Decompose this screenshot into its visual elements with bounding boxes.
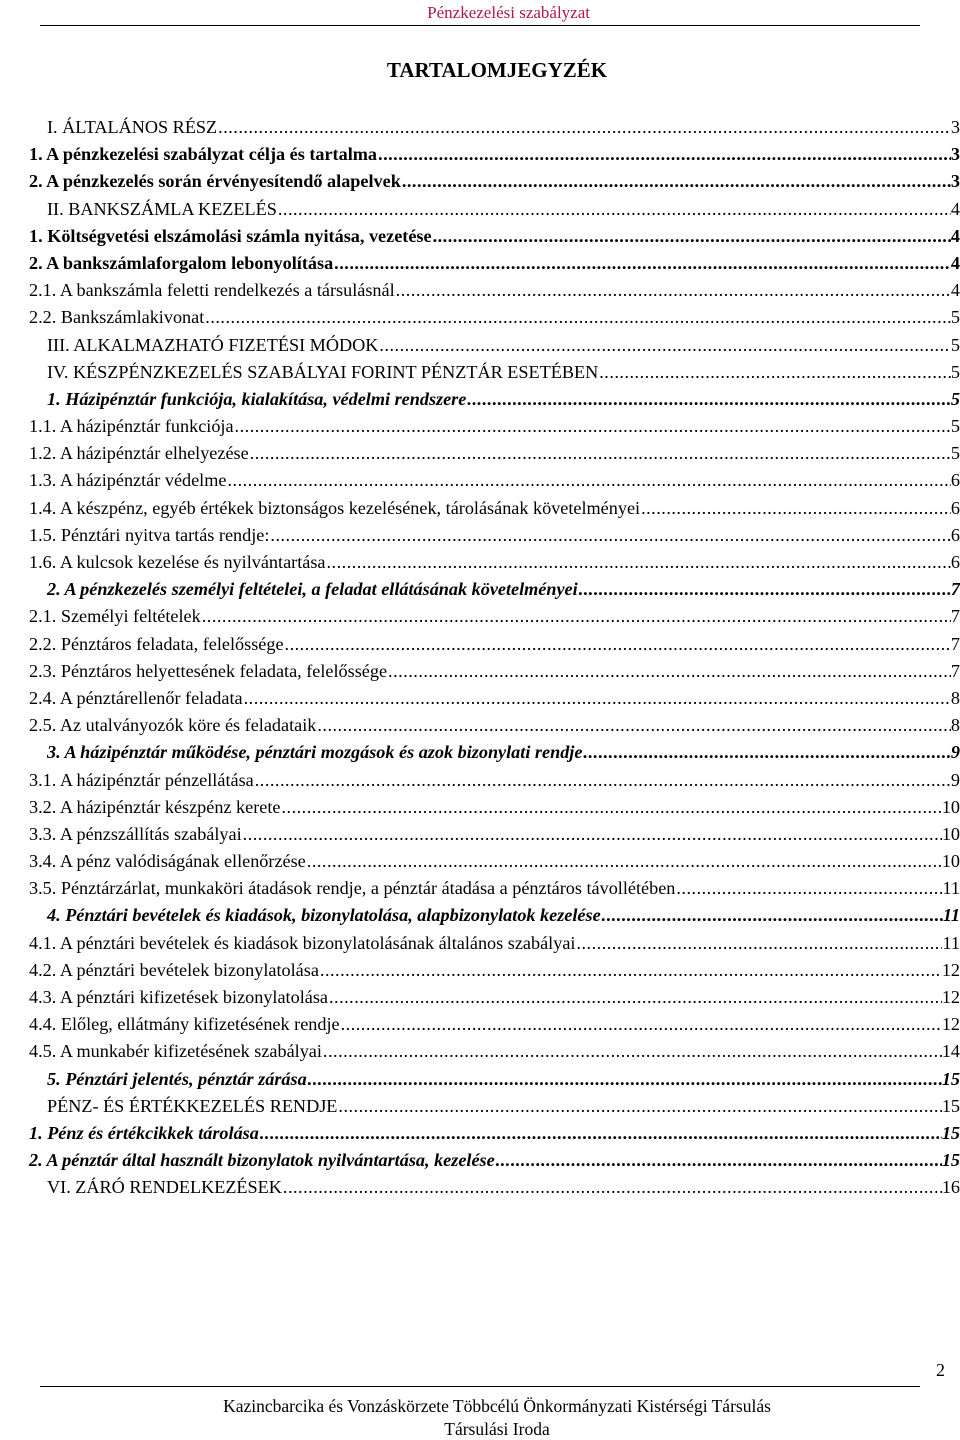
toc-entry[interactable] bbox=[29, 1011, 960, 1038]
toc-entry-title: 2.3. Pénztáros helyettesének feladata, felelőssége bbox=[29, 660, 388, 681]
toc-entry[interactable] bbox=[29, 957, 960, 984]
toc-dot-leader bbox=[395, 277, 951, 304]
toc-entry[interactable] bbox=[29, 712, 960, 739]
toc-entry-title: 2.1. A bankszámla feletti rendelkezés a társulásnál bbox=[29, 280, 395, 301]
toc-entry[interactable] bbox=[29, 1093, 960, 1120]
toc-entry-page: 5 bbox=[950, 388, 960, 409]
toc-entry-title: 3.5. Pénztárzárlat, munkaköri átadások rendje, a pénztár átadása a pénztáros távollétében bbox=[29, 878, 676, 899]
toc-entry-page: 15 bbox=[941, 1122, 960, 1143]
toc-entry[interactable] bbox=[29, 141, 960, 168]
toc-entry-title: IV. KÉSZPÉNZKEZELÉS SZABÁLYAI FORINT PÉNZTÁR ESETÉBEN bbox=[47, 361, 599, 382]
toc-entry[interactable] bbox=[29, 1174, 960, 1201]
toc-entry-page: 12 bbox=[941, 1014, 960, 1035]
toc-dot-leader bbox=[325, 549, 950, 576]
toc-entry-title: 2.5. Az utalványozók köre és feladataik bbox=[29, 715, 317, 736]
toc-entry-page: 9 bbox=[950, 742, 960, 763]
toc-dot-leader bbox=[316, 712, 951, 739]
toc-entry[interactable] bbox=[29, 902, 960, 929]
toc-dot-leader bbox=[282, 1174, 942, 1201]
toc-entry[interactable] bbox=[29, 1038, 960, 1065]
toc-entry[interactable] bbox=[29, 332, 960, 359]
toc-dot-leader bbox=[401, 168, 951, 195]
toc-entry[interactable] bbox=[29, 196, 960, 223]
toc-entry-page: 4 bbox=[950, 252, 960, 273]
toc-entry[interactable] bbox=[29, 277, 960, 304]
toc-dot-leader bbox=[340, 1011, 942, 1038]
toc-entry-page: 11 bbox=[942, 905, 960, 926]
toc-entry[interactable] bbox=[29, 576, 960, 603]
toc-entry-title: PÉNZ- ÉS ÉRTÉKKEZELÉS RENDJE bbox=[47, 1095, 338, 1116]
toc-entry[interactable] bbox=[29, 223, 960, 250]
toc-dot-leader bbox=[377, 141, 951, 168]
toc-entry-title: 3.4. A pénz valódiságának ellenőrzése bbox=[29, 851, 306, 872]
toc-dot-leader bbox=[495, 1147, 942, 1174]
toc-entry-page: 5 bbox=[950, 334, 960, 355]
toc-entry[interactable] bbox=[29, 386, 960, 413]
toc-dot-leader bbox=[582, 739, 950, 766]
footer-office: Társulási Iroda bbox=[444, 1419, 550, 1439]
toc-entry[interactable] bbox=[29, 440, 960, 467]
toc-dot-leader bbox=[640, 495, 951, 522]
toc-entry-title: 1.6. A kulcsok kezelése és nyilvántartása bbox=[29, 552, 326, 572]
toc-dot-leader bbox=[322, 1038, 942, 1065]
toc-dot-leader bbox=[254, 767, 951, 794]
toc-entry-page: 6 bbox=[950, 497, 960, 518]
toc-entry-page: 15 bbox=[941, 1095, 960, 1116]
toc-dot-leader bbox=[259, 1120, 942, 1147]
toc-entry[interactable] bbox=[29, 495, 960, 522]
toc-entry-page: 10 bbox=[941, 851, 960, 872]
toc-entry[interactable] bbox=[29, 168, 960, 195]
toc-entry[interactable] bbox=[29, 631, 960, 658]
table-of-contents bbox=[29, 114, 960, 1202]
footer-rule bbox=[40, 1386, 920, 1387]
toc-entry-page: 12 bbox=[941, 987, 960, 1007]
page-footer bbox=[0, 1320, 960, 1440]
toc-entry-title: 2. A pénztár által használt bizonylatok nyilvántartása, kezelése bbox=[29, 1150, 495, 1171]
toc-dot-leader bbox=[204, 304, 951, 331]
toc-entry-title: 3.3. A pénzszállítás szabályai bbox=[29, 823, 242, 844]
toc-entry-title: 5. Pénztári jelentés, pénztár zárása bbox=[47, 1068, 307, 1089]
toc-entry[interactable] bbox=[29, 848, 960, 875]
toc-dot-leader bbox=[319, 957, 942, 984]
toc-dot-leader bbox=[280, 794, 941, 821]
toc-entry-page: 10 bbox=[941, 823, 960, 844]
toc-entry-page: 16 bbox=[941, 1177, 960, 1198]
toc-entry[interactable] bbox=[29, 549, 960, 576]
toc-entry-title: 3. A házipénztár működése, pénztári mozgások és azok bizonylati rendje bbox=[47, 742, 583, 763]
toc-entry-page: 11 bbox=[942, 878, 960, 899]
toc-entry-title: 1.4. A készpénz, egyéb értékek biztonságos kezelésének, tárolásának követelményei bbox=[29, 497, 641, 518]
toc-dot-leader bbox=[598, 359, 951, 386]
toc-entry-page: 4 bbox=[950, 280, 960, 301]
toc-entry-title: 2. A bankszámlaforgalom lebonyolítása bbox=[29, 252, 334, 273]
toc-dot-leader bbox=[306, 848, 942, 875]
toc-entry[interactable] bbox=[29, 739, 960, 766]
toc-entry[interactable] bbox=[29, 467, 960, 494]
toc-dot-leader bbox=[578, 576, 951, 603]
toc-entry-page: 9 bbox=[950, 769, 960, 790]
toc-dot-leader bbox=[575, 930, 942, 957]
toc-entry-title: 3.2. A házipénztár készpénz kerete bbox=[29, 796, 281, 817]
toc-entry-title: 4.2. A pénztári bevételek bizonylatolása bbox=[29, 959, 319, 980]
toc-entry[interactable] bbox=[29, 1147, 960, 1174]
toc-entry-page: 6 bbox=[950, 552, 960, 572]
toc-entry-title: 1. Pénz és értékcikkek tárolása bbox=[29, 1122, 259, 1143]
toc-dot-leader bbox=[284, 631, 951, 658]
toc-entry-title: 4.3. A pénztári kifizetések bizonylatolása bbox=[29, 987, 328, 1007]
toc-entry[interactable] bbox=[29, 794, 960, 821]
page-header bbox=[0, 0, 960, 22]
toc-entry-title: 4.1. A pénztári bevételek és kiadások bizonylatolásának általános szabályai bbox=[29, 932, 576, 953]
toc-dot-leader bbox=[432, 223, 951, 250]
toc-dot-leader bbox=[269, 522, 951, 549]
toc-entry[interactable] bbox=[29, 250, 960, 277]
toc-entry[interactable] bbox=[29, 821, 960, 848]
footer-organization: Kazincbarcika és Vonzáskörzete Többcélú Önkormányzati Kistérségi Társulás bbox=[223, 1396, 771, 1416]
page-number: 2 bbox=[936, 1360, 945, 1380]
toc-entry[interactable] bbox=[29, 875, 960, 902]
toc-entry-title: 1.3. A házipénztár védelme bbox=[29, 470, 227, 491]
toc-entry-page: 4 bbox=[950, 198, 960, 219]
toc-entry[interactable] bbox=[29, 658, 960, 685]
toc-entry-page: 7 bbox=[950, 579, 960, 600]
toc-entry-title: 1.2. A házipénztár elhelyezése bbox=[29, 443, 249, 464]
toc-dot-leader bbox=[243, 685, 951, 712]
toc-entry-page: 14 bbox=[941, 1041, 960, 1062]
toc-entry-title: 1. Házipénztár funkciója, kialakítása, védelmi rendszere bbox=[47, 388, 467, 409]
toc-entry[interactable] bbox=[29, 522, 960, 549]
toc-dot-leader bbox=[234, 413, 951, 440]
toc-entry-page: 11 bbox=[942, 932, 960, 953]
toc-dot-leader bbox=[242, 821, 942, 848]
running-title: Pénzkezelési szabályzat bbox=[427, 3, 590, 22]
toc-entry[interactable] bbox=[29, 359, 960, 386]
toc-entry-page: 4 bbox=[950, 225, 960, 246]
toc-dot-leader bbox=[601, 902, 943, 929]
toc-entry[interactable] bbox=[29, 767, 960, 794]
toc-entry[interactable] bbox=[29, 984, 960, 1011]
toc-dot-leader bbox=[333, 250, 951, 277]
toc-entry-title: 4.4. Előleg, ellátmány kifizetésének rendje bbox=[29, 1014, 340, 1035]
toc-entry-page: 3 bbox=[950, 117, 960, 137]
toc-entry-page: 5 bbox=[950, 361, 960, 382]
toc-entry-title: VI. ZÁRÓ RENDELKEZÉSEK bbox=[47, 1177, 282, 1198]
toc-entry-title: I. ÁLTALÁNOS RÉSZ bbox=[47, 117, 218, 137]
toc-entry-page: 5 bbox=[950, 443, 960, 464]
toc-entry-title: 2. A pénzkezelés során érvényesítendő alapelvek bbox=[29, 171, 401, 192]
toc-entry-title: 4. Pénztári bevételek és kiadások, bizonylatolása, alapbizonylatok kezelése bbox=[47, 905, 601, 926]
toc-entry-page: 3 bbox=[950, 171, 960, 192]
toc-dot-leader bbox=[226, 467, 950, 494]
toc-entry-title: III. ALKALMAZHATÓ FIZETÉSI MÓDOK bbox=[47, 334, 379, 355]
toc-entry-title: 1.1. A házipénztár funkciója bbox=[29, 416, 234, 437]
toc-entry-title: 1. Költségvetési elszámolási számla nyitása, vezetése bbox=[29, 225, 432, 246]
toc-title: TARTALOMJEGYZÉK bbox=[386, 58, 608, 82]
toc-entry-title: 4.5. A munkabér kifizetésének szabályai bbox=[29, 1041, 322, 1062]
toc-entry[interactable] bbox=[29, 930, 960, 957]
toc-entry-page: 15 bbox=[941, 1150, 960, 1171]
toc-entry-title: II. BANKSZÁMLA KEZELÉS bbox=[47, 198, 277, 219]
toc-dot-leader bbox=[378, 332, 951, 359]
toc-entry-title: 2.2. Bankszámlakivonat bbox=[29, 307, 205, 328]
toc-entry-title: 2. A pénzkezelés személyi feltételei, a feladat ellátásának követelményei bbox=[47, 579, 578, 600]
toc-entry-title: 3.1. A házipénztár pénzellátása bbox=[29, 769, 254, 790]
toc-dot-leader bbox=[201, 603, 951, 630]
toc-entry-page: 5 bbox=[950, 416, 960, 437]
toc-entry[interactable] bbox=[29, 304, 960, 331]
toc-entry-page: 8 bbox=[950, 715, 960, 736]
toc-entry-page: 7 bbox=[950, 633, 960, 654]
toc-entry[interactable] bbox=[29, 685, 960, 712]
toc-entry-page: 15 bbox=[941, 1068, 960, 1089]
toc-entry-page: 7 bbox=[950, 606, 960, 627]
toc-entry[interactable] bbox=[29, 114, 960, 141]
toc-entry[interactable] bbox=[29, 1066, 960, 1093]
toc-entry-page: 7 bbox=[950, 660, 960, 681]
toc-entry-page: 8 bbox=[950, 687, 960, 708]
toc-entry[interactable] bbox=[29, 413, 960, 440]
toc-entry-title: 2.1. Személyi feltételek bbox=[29, 606, 201, 627]
toc-entry-title: 1. A pénzkezelési szabályzat célja és tartalma bbox=[29, 144, 378, 165]
toc-dot-leader bbox=[328, 984, 942, 1011]
toc-entry-page: 10 bbox=[941, 796, 960, 817]
toc-dot-leader bbox=[387, 658, 951, 685]
toc-entry-title: 2.4. A pénztárellenőr feladata bbox=[29, 687, 243, 708]
toc-entry-page: 5 bbox=[950, 307, 960, 328]
toc-entry-page: 12 bbox=[941, 959, 960, 980]
toc-entry-page: 6 bbox=[950, 524, 960, 545]
header-rule bbox=[40, 25, 920, 26]
toc-entry[interactable] bbox=[29, 1120, 960, 1147]
toc-entry-page: 3 bbox=[950, 144, 960, 165]
toc-entry-page: 6 bbox=[950, 470, 960, 491]
toc-dot-leader bbox=[466, 386, 951, 413]
toc-entry-title: 2.2. Pénztáros feladata, felelőssége bbox=[29, 633, 284, 654]
toc-dot-leader bbox=[307, 1066, 942, 1093]
toc-dot-leader bbox=[277, 196, 951, 223]
toc-entry[interactable] bbox=[29, 603, 960, 630]
toc-dot-leader bbox=[217, 114, 951, 141]
toc-dot-leader bbox=[675, 875, 942, 902]
toc-dot-leader bbox=[337, 1093, 941, 1120]
toc-entry-title: 1.5. Pénztári nyitva tartás rendje: bbox=[29, 524, 270, 545]
toc-dot-leader bbox=[249, 440, 951, 467]
